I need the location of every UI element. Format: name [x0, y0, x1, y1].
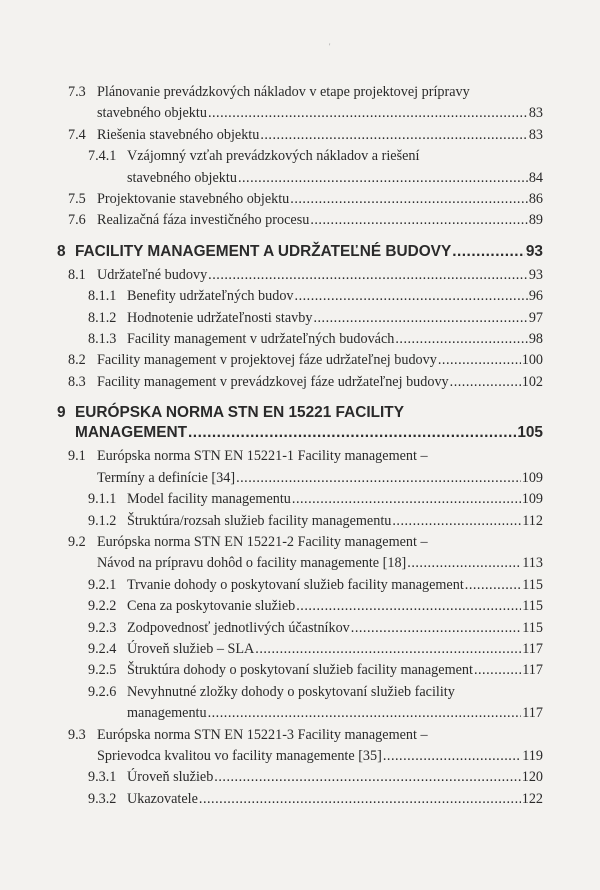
- scan-mark: ': [329, 42, 331, 51]
- toc-entry-title: Facility management v projektovej fáze udržateľnej budovy: [97, 352, 437, 369]
- toc-chapter-heading[interactable]: [0, 403, 600, 443]
- toc-entry-number: 9.3: [68, 726, 86, 743]
- toc-entry[interactable]: [0, 286, 600, 307]
- toc-entry-number: 8.2: [68, 352, 86, 369]
- dot-leader: [295, 286, 528, 307]
- toc-entry-number: 9.1.1: [88, 491, 117, 508]
- toc-page-number: 112: [522, 512, 543, 529]
- toc-entry-number: 8: [57, 242, 66, 260]
- dot-leader: [214, 767, 520, 788]
- toc-entry-title: managementu: [127, 705, 207, 722]
- toc-page-number: 93: [525, 242, 543, 260]
- toc-entry-title: Termíny a definície [34]: [97, 469, 236, 486]
- dot-leader: [351, 618, 521, 639]
- toc-entry-number: 9.1.2: [88, 512, 117, 529]
- toc-entry-title: Realizačná fáza investičného procesu: [97, 212, 310, 229]
- toc-entry[interactable]: [0, 682, 600, 725]
- toc-entry-title: Návod na prípravu dohôd o facility managemente [18]: [97, 555, 407, 572]
- toc-entry[interactable]: [0, 725, 600, 768]
- toc-entry-number: 7.3: [68, 84, 86, 100]
- toc-page-number: 117: [522, 662, 543, 679]
- toc-entry-number: 8.1.1: [88, 288, 117, 305]
- toc-page-number: 115: [522, 598, 543, 615]
- toc-entry-title: Ukazovatele: [127, 790, 198, 807]
- dot-leader: [407, 553, 521, 574]
- toc-entry[interactable]: [0, 789, 600, 810]
- toc-entry-title: Európska norma STN EN 15221-3 Facility management –: [97, 726, 428, 743]
- toc-entry-title: EURÓPSKA NORMA STN EN 15221 FACILITY: [75, 404, 404, 422]
- toc-entry-number: 9.2.5: [88, 662, 117, 679]
- toc-entry-title: Facility management v udržateľných budovách: [127, 331, 395, 348]
- dot-leader: [450, 372, 521, 393]
- dot-leader: [236, 468, 521, 489]
- toc-entry-number: 9.2.2: [88, 598, 117, 615]
- toc-entry-title: Štruktúra/rozsah služieb facility managementu: [127, 512, 392, 529]
- toc-entry[interactable]: [0, 265, 600, 286]
- toc-page-number: 115: [522, 576, 543, 593]
- toc-page-number: 113: [522, 555, 543, 572]
- toc-page-number: 83: [528, 126, 543, 143]
- dot-leader: [290, 189, 528, 210]
- toc-page-number: 89: [528, 212, 543, 229]
- toc-page-number: 86: [528, 191, 543, 208]
- toc-entry-title: Projektovanie stavebného objektu: [97, 191, 290, 208]
- toc-entry-number: 9.2.4: [88, 640, 117, 657]
- toc-entry-title: Cena za poskytovanie služieb: [127, 598, 296, 615]
- toc-page-number: 83: [528, 105, 543, 122]
- dot-leader: [310, 210, 528, 231]
- toc-entry-title: Hodnotenie udržateľnosti stavby: [127, 309, 313, 326]
- toc-entry-number: 7.4.1: [88, 148, 117, 165]
- toc-entry-title: Európska norma STN EN 15221-2 Facility management –: [97, 533, 428, 550]
- toc-entry-title: FACILITY MANAGEMENT A UDRŽATEĽNÉ BUDOVY: [75, 242, 452, 260]
- toc-page-number: 105: [517, 424, 543, 442]
- toc-page-number: 102: [521, 373, 543, 390]
- dot-leader: [313, 308, 527, 329]
- toc-page-number: 109: [521, 469, 543, 486]
- toc-entry[interactable]: [0, 596, 600, 617]
- dot-leader: [438, 350, 521, 371]
- toc-entry[interactable]: [0, 125, 600, 146]
- dot-leader: [465, 575, 521, 596]
- toc-entry[interactable]: [0, 329, 600, 350]
- toc-entry[interactable]: [0, 618, 600, 639]
- table-of-contents: [0, 82, 600, 810]
- toc-entry[interactable]: [0, 660, 600, 681]
- toc-entry[interactable]: [0, 446, 600, 489]
- dot-leader: [395, 329, 527, 350]
- toc-entry[interactable]: [0, 146, 600, 189]
- toc-entry-title: Úroveň služieb – SLA: [127, 640, 255, 657]
- toc-page-number: 96: [528, 288, 543, 305]
- dot-leader: [208, 265, 528, 286]
- toc-entry-title: Úroveň služieb: [127, 769, 214, 786]
- toc-entry-title: stavebného objektu: [127, 169, 237, 186]
- toc-chapter-heading[interactable]: [0, 242, 600, 262]
- toc-entry-title: stavebného objektu: [97, 105, 207, 122]
- toc-entry-number: 8.1.3: [88, 331, 117, 348]
- dot-leader: [452, 242, 525, 262]
- toc-entry-number: 9.1: [68, 448, 86, 465]
- toc-page-number: 119: [522, 747, 543, 764]
- toc-entry-number: 7.5: [68, 191, 86, 208]
- toc-entry-number: 9: [57, 404, 66, 422]
- toc-page-number: 117: [522, 705, 543, 722]
- toc-entry-title: Sprievodca kvalitou vo facility managemente [35]: [97, 747, 382, 764]
- toc-entry-title: MANAGEMENT: [75, 424, 188, 442]
- toc-entry[interactable]: [0, 308, 600, 329]
- toc-entry-title: Plánovanie prevádzkových nákladov v etape projektovej prípravy: [97, 84, 470, 100]
- dot-leader: [474, 660, 521, 681]
- toc-entry-number: 9.2.6: [88, 683, 117, 700]
- dot-leader: [383, 746, 521, 767]
- toc-entry[interactable]: [0, 639, 600, 660]
- toc-entry-number: 7.4: [68, 126, 86, 143]
- toc-entry[interactable]: [0, 82, 600, 125]
- toc-entry-title: Vzájomný vzťah prevádzkových nákladov a riešení: [127, 148, 420, 165]
- toc-page-number: 109: [521, 491, 543, 508]
- toc-entry-title: Európska norma STN EN 15221-1 Facility management –: [97, 448, 428, 465]
- toc-page-number: 117: [522, 640, 543, 657]
- toc-entry[interactable]: [0, 189, 600, 210]
- toc-entry[interactable]: [0, 575, 600, 596]
- toc-entry[interactable]: [0, 767, 600, 788]
- toc-entry[interactable]: [0, 532, 600, 575]
- toc-page-number: 93: [528, 266, 543, 283]
- toc-page-number: 120: [521, 769, 543, 786]
- toc-entry-title: Facility management v prevádzkovej fáze udržateľnej budovy: [97, 373, 449, 390]
- toc-page-number: 100: [521, 352, 543, 369]
- toc-entry-number: 8.3: [68, 373, 86, 390]
- toc-entry-title: Štruktúra dohody o poskytovaní služieb facility management: [127, 662, 473, 679]
- toc-entry[interactable]: [0, 350, 600, 371]
- dot-leader: [188, 423, 516, 443]
- toc-entry-number: 9.2: [68, 533, 86, 550]
- toc-entry-number: 9.3.2: [88, 790, 117, 807]
- toc-page-number: 115: [522, 619, 543, 636]
- toc-entry-number: 8.1.2: [88, 309, 117, 326]
- dot-leader: [296, 596, 521, 617]
- toc-entry-number: 9.2.3: [88, 619, 117, 636]
- toc-entry-number: 7.6: [68, 212, 86, 229]
- toc-page-number: 122: [521, 790, 543, 807]
- toc-entry-title: Nevyhnutné zložky dohody o poskytovaní služieb facility: [127, 683, 455, 700]
- toc-entry[interactable]: [0, 210, 600, 231]
- toc-entry-number: 9.2.1: [88, 576, 117, 593]
- toc-entry-number: 9.3.1: [88, 769, 117, 786]
- toc-entry-title: Udržateľné budovy: [97, 266, 208, 283]
- dot-leader: [208, 703, 522, 724]
- toc-entry-title: Model facility managementu: [127, 491, 291, 508]
- toc-page-number: 97: [528, 309, 543, 326]
- toc-page-number: 84: [528, 169, 543, 186]
- toc-entry-title: Riešenia stavebného objektu: [97, 126, 260, 143]
- toc-page-number: 98: [528, 331, 543, 348]
- toc-entry[interactable]: [0, 511, 600, 532]
- toc-entry-title: Benefity udržateľných budov: [127, 288, 294, 305]
- dot-leader: [208, 103, 528, 124]
- toc-entry[interactable]: [0, 489, 600, 510]
- toc-entry[interactable]: [0, 372, 600, 393]
- toc-entry-number: 8.1: [68, 266, 86, 283]
- toc-entry-title: Trvanie dohody o poskytovaní služieb facility management: [127, 576, 464, 593]
- dot-leader: [292, 489, 521, 510]
- dot-leader: [392, 511, 521, 532]
- dot-leader: [260, 125, 527, 146]
- dot-leader: [199, 789, 521, 810]
- dot-leader: [255, 639, 521, 660]
- dot-leader: [238, 168, 528, 189]
- toc-entry-title: Zodpovednosť jednotlivých účastníkov: [127, 619, 350, 636]
